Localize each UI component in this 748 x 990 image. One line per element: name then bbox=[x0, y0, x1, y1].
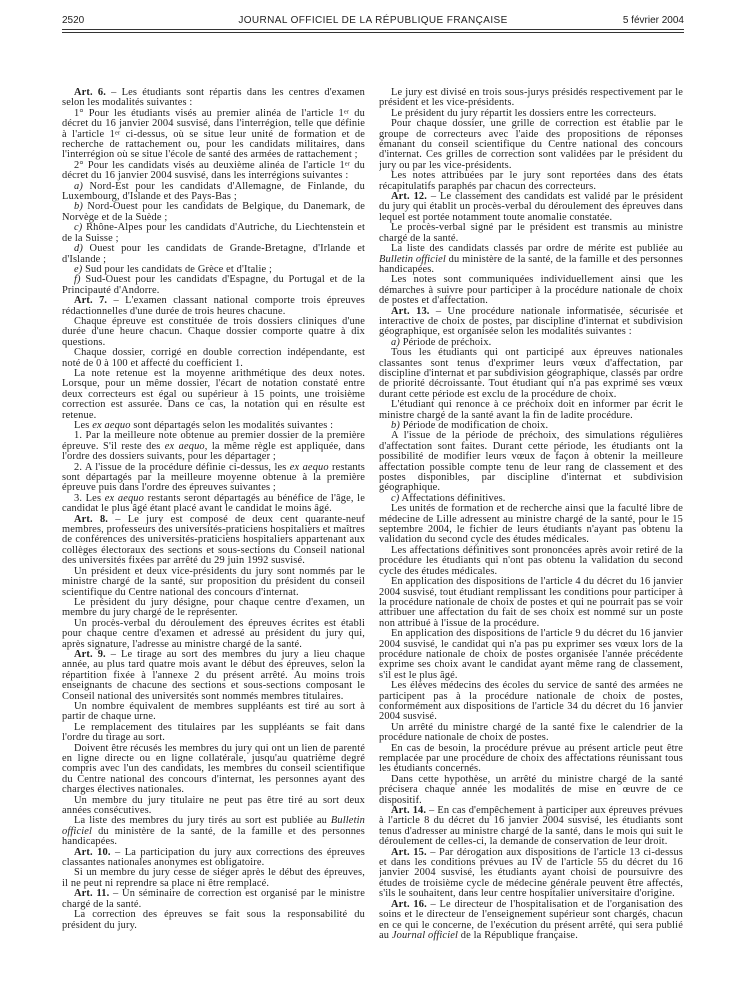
paragraph-text: Pour chaque dossier, une grille de correction est établie par le groupe de correcteurs avec l'aide des propositions de réponses émanant du conseil scientifique du Centre national des concours d'internat. Ces grilles de correction sont validées par le président du jury ou par les vice-présidents. bbox=[379, 118, 683, 171]
italic-text: d) bbox=[74, 243, 83, 255]
article-number: Art. 7. bbox=[74, 295, 108, 307]
paragraph bbox=[379, 629, 683, 681]
paragraph-text: Dans cette hypothèse, un arrêté du ministre chargé de la santé précisera chaque année les modalités de mise en œuvre de ce dispositif. bbox=[379, 773, 683, 806]
paragraph-text: – En cas d'empêchement à participer aux épreuves prévues à l'article 8 du décret du 16 janvier 2004 susvisé, les étudiants sont tenus d'adresser au ministre chargé de la santé, dans le mois qui suit le déroulement de celles-ci, la demande de conservation de leur droit. bbox=[379, 805, 683, 848]
paragraph bbox=[62, 796, 365, 817]
paragraph bbox=[62, 275, 365, 296]
paragraph bbox=[62, 723, 365, 744]
paragraph-text: – Par dérogation aux dispositions de l'article 13 ci-dessus et dans les conditions prévues au IV de l'article 55 du décret du 16 janvier 2004 susvisé, les étudiants ayant choisi de poursuivre des études de troisième cycle de médecine générale peuvent être affectés, s'ils le souhaitent, dans leur centre hospitalier universitaire d'origine. bbox=[379, 846, 683, 900]
paragraph-text: Un nombre équivalent de membres suppléants est tiré au sort à partir de chaque urne. bbox=[62, 700, 365, 723]
paragraph-text: Affectations définitives. bbox=[399, 492, 506, 504]
paragraph-text: Sud-Ouest pour les candidats d'Espagne, du Portugal et de la Principauté d'Andorre. bbox=[62, 274, 365, 296]
italic-text: ex aequo bbox=[164, 440, 205, 452]
paragraph bbox=[62, 515, 365, 567]
paragraph-text: Si un membre du jury cesse de siéger après le début des épreuves, il ne peut ni reprendre sa place ni être remplacé. bbox=[62, 867, 365, 889]
paragraph-text: ci-dessus, où se situe leur unité de formation et de recherche de rattachement ou, pour les candidats militaires, dans l'interrégion où se situe l'école de santé des armées de rattachement ; bbox=[62, 128, 365, 161]
paragraph bbox=[62, 202, 365, 223]
paragraph-text: Tous les étudiants qui ont participé aux épreuves nationales classantes sont tenus d'exprimer leurs vœux d'affectation, par discipline d'internat et par subdivision géographique, classés par ordre de priorité décroissante. Tout étudiant qui n'a pas exprimé ses vœux durant cette période est exclu de la procédure de choix. bbox=[379, 347, 683, 400]
paragraph bbox=[62, 702, 365, 723]
paragraph-text: Un président et deux vice-présidents du jury sont nommés par le ministre chargé de la santé, sur proposition du président du conseil scientifique du Centre national des concours d'internat. bbox=[62, 565, 365, 598]
article-number: Art. 8. bbox=[74, 513, 109, 525]
paragraph bbox=[379, 744, 683, 775]
paragraph bbox=[62, 567, 365, 598]
paragraph-text: La liste des candidats classés par ordre de mérite est publiée au bbox=[391, 243, 683, 255]
paragraph bbox=[379, 244, 683, 275]
left-column bbox=[62, 88, 365, 983]
paragraph bbox=[379, 307, 683, 338]
italic-text: f) bbox=[74, 274, 81, 286]
paragraph bbox=[62, 223, 365, 244]
paragraph-text: – Le tirage au sort des membres du jury a lieu chaque année, au plus tard quatre mois avant le début des épreuves, selon la répartition fixée à l'annexe 2 du présent arrêté. Au moins trois enseignants de chacune des sections et sous-sections composant le Conseil national des universités sont nommés membres titulaires. bbox=[62, 648, 365, 702]
paragraph bbox=[379, 275, 683, 306]
article-number: Art. 9. bbox=[74, 648, 106, 660]
paragraph-text: Période de modification de choix. bbox=[399, 420, 549, 431]
article-number: Art. 15. bbox=[391, 846, 427, 858]
paragraph bbox=[379, 806, 683, 848]
paragraph bbox=[62, 431, 365, 462]
paragraph bbox=[62, 650, 365, 702]
paragraph-text: En application des dispositions de l'article 9 du décret du 16 janvier 2004 susvisé, le candidat qui n'a pas pu exprimer ses vœux lors de la procédure nationale de choix de postes organisée l'année précédente exprime ses choix avant le candidat ayant même rang de classement, s'il est le plus âgé. bbox=[379, 628, 683, 681]
paragraph-text: L'étudiant qui renonce à ce préchoix doit en informer par écrit le ministre chargé de la santé avant la fin de ladite procédure. bbox=[379, 399, 683, 421]
italic-text: b) bbox=[391, 420, 400, 431]
italic-text: Bulletin officiel bbox=[62, 815, 365, 837]
ordinal-suffix: er bbox=[114, 129, 121, 137]
italic-text: a) bbox=[391, 336, 400, 348]
paragraph-text: , la même règle est appliquée, dans l'ordre des dossiers suivants, pour les départager ; bbox=[62, 440, 365, 463]
paragraph bbox=[62, 889, 365, 910]
paragraph-text: Période de préchoix. bbox=[399, 336, 492, 348]
paragraph-text: Les notes attribuées par le jury sont reportées dans des états récapitulatifs paraphés par chacun des correcteurs. bbox=[379, 170, 683, 192]
right-column bbox=[379, 88, 683, 983]
article-number: Art. 11. bbox=[74, 888, 110, 900]
paragraph-text: de la République française. bbox=[458, 929, 578, 941]
page-number: 2520 bbox=[62, 15, 85, 26]
paragraph-text: Les notes sont communiquées individuellement ainsi que les démarches à suivre pour participer à la procédure nationale de choix de postes et d'affectation. bbox=[379, 274, 683, 307]
paragraph bbox=[62, 317, 365, 348]
paragraph bbox=[62, 88, 365, 109]
paragraph bbox=[379, 119, 683, 171]
paragraph-text: restants sont départagés par la meilleure moyenne obtenue à la première épreuve puis dans l'ordre des épreuves suivantes ; bbox=[62, 461, 365, 494]
paragraph-text: Un procès-verbal du déroulement des épreuves écrites est établi pour chaque centre d'examen et adressé au président du jury qui, après signature, l'adresse au ministre chargé de la santé. bbox=[62, 617, 365, 650]
paragraph-text: Ouest pour les candidats de Grande-Bretagne, d'Irlande et d'Islande ; bbox=[62, 243, 365, 265]
paragraph bbox=[62, 109, 365, 161]
paragraph-text: Sud pour les candidats de Grèce et d'Italie ; bbox=[82, 263, 273, 275]
paragraph-text: restants seront départagés au bénéfice de l'âge, le candidat le plus âgé étant placé avant le candidat le moins âgé. bbox=[62, 492, 365, 515]
paragraph bbox=[379, 848, 683, 900]
paragraph bbox=[62, 182, 365, 203]
paragraph-text: – L'examen classant national comporte trois épreuves rédactionnelles d'une durée de trois heures chacune. bbox=[62, 295, 365, 317]
italic-text: e) bbox=[74, 263, 83, 275]
article-number: Art. 12. bbox=[391, 191, 428, 203]
paragraph bbox=[62, 244, 365, 265]
paragraph bbox=[379, 900, 683, 942]
paragraph bbox=[62, 816, 365, 847]
paragraph-text: Nord-Ouest pour les candidats de Belgique, du Danemark, de Norvège et de la Suède ; bbox=[62, 201, 365, 223]
paragraph-text: 1. Par la meilleure note obtenue au premier dossier de la première épreuve. S'il reste des bbox=[62, 430, 365, 452]
paragraph-text: – Le classement des candidats est validé par le président du jury qui établit un procès-verbal du déroulement des épreuves dans lequel est portée notamment toute anomalie constatée. bbox=[379, 191, 683, 223]
paragraph-text: 3. Les bbox=[74, 492, 105, 504]
paragraph-text: Un membre du jury titulaire ne peut pas être tiré au sort deux années consécutives. bbox=[62, 794, 365, 817]
paragraph-text: La correction des épreuves se fait sous la responsabilité du président du jury. bbox=[62, 909, 365, 931]
paragraph bbox=[379, 223, 683, 244]
paragraph bbox=[379, 348, 683, 400]
italic-text: b) bbox=[74, 201, 83, 213]
paragraph bbox=[379, 88, 683, 109]
paragraph bbox=[62, 348, 365, 369]
paragraph bbox=[62, 296, 365, 317]
article-number: Art. 6. bbox=[74, 88, 107, 98]
paragraph-text: – Une procédure nationale informatisée, sécurisée et interactive de choix de postes, par discipline d'internat et subdivision géographique, est organisée selon les modalités suivantes : bbox=[379, 305, 683, 338]
italic-text: c) bbox=[391, 492, 400, 504]
paragraph bbox=[379, 192, 683, 223]
journal-title: JOURNAL OFFICIEL DE LA RÉPUBLIQUE FRANÇAISE bbox=[238, 15, 508, 26]
paragraph-text: Chaque épreuve est constituée de trois dossiers cliniques d'une durée d'une heure chacun. Chaque dossier comporte quatre à dix questions. bbox=[62, 315, 365, 348]
paragraph-text: Nord-Est pour les candidats d'Allemagne, de Finlande, du Luxembourg, d'Islande et des Pays-Bas ; bbox=[62, 180, 365, 203]
paragraph bbox=[379, 723, 683, 744]
paragraph-text: Chaque dossier, corrigé en double correction indépendante, est noté de 0 à 100 et affecté du coefficient 1. bbox=[62, 347, 365, 369]
paragraph-text: La note retenue est la moyenne arithmétique des deux notes. Lorsque, pour un même dossier, l'écart de notation constaté entre deux correcteurs est égal ou supérieur à 15 points, une troisième correction est assurée. Dans ce cas, la notation qui en résulte est retenue. bbox=[62, 367, 365, 421]
paragraph-text: Rhône-Alpes pour les candidats d'Autriche, du Liechtenstein et de la Suisse ; bbox=[62, 222, 365, 244]
paragraph bbox=[379, 171, 683, 192]
paragraph bbox=[62, 744, 365, 796]
paragraph bbox=[62, 494, 365, 515]
article-number: Art. 14. bbox=[391, 805, 427, 817]
paragraph bbox=[62, 161, 365, 182]
italic-text: ex aequo bbox=[92, 420, 131, 431]
italic-text: ex aequo bbox=[104, 492, 144, 504]
paragraph-text: Les affectations définitives sont prononcées après avoir retiré de la procédure les étudiants qui n'ont pas obtenu la validation du second cycle des études médicales. bbox=[379, 544, 683, 577]
italic-text: c) bbox=[74, 222, 83, 234]
paragraph-text: – Un séminaire de correction est organisé par le ministre chargé de la santé. bbox=[62, 888, 365, 910]
paragraph-text: – Le directeur de l'hospitalisation et de l'organisation des soins et le directeur de l'enseignement supérieur sont chargés, chacun en ce qui le concerne, de l'exécution du présent arrêté, qui sera publié au bbox=[379, 898, 683, 941]
italic-text: Bulletin officiel bbox=[379, 253, 446, 265]
header-rule bbox=[62, 29, 684, 33]
paragraph-text: du ministère de la santé, de la famille et des personnes handicapées. bbox=[62, 825, 365, 848]
article-number: Art. 10. bbox=[74, 846, 111, 858]
paragraph bbox=[379, 775, 683, 806]
italic-text: a) bbox=[74, 180, 83, 192]
paragraph bbox=[62, 369, 365, 421]
paragraph-text: du ministère de la santé, de la famille et des personnes handicapées. bbox=[379, 253, 683, 275]
paragraph-text: – La participation du jury aux corrections des épreuves classantes nationales anonymes est obligatoire. bbox=[62, 846, 365, 869]
paragraph bbox=[62, 910, 365, 931]
paragraph-text: Doivent être récusés les membres du jury qui ont un lien de parenté en ligne directe ou en ligne collatérale, jusqu'au quatrième degré compris avec l'un des candidats, les membres du conseil scientifique du Centre national des concours d'internat, les personnes ayant des charges électives nationales. bbox=[62, 742, 365, 796]
paragraph-text: sont départagés selon les modalités suivantes : bbox=[130, 420, 334, 431]
paragraph-text: Les bbox=[74, 420, 93, 431]
paragraph-text: Le président du jury désigne, pour chaque centre d'examen, un membre du jury chargé de le représenter. bbox=[62, 596, 365, 619]
paragraph-text: En cas de besoin, la procédure prévue au présent article peut être remplacée par une procédure de choix des affectations réunissant tous les étudiants concernés. bbox=[379, 742, 683, 775]
paragraph-text: La liste des membres du jury tirés au sort est publiée au bbox=[74, 815, 331, 827]
italic-text: ex aequo bbox=[289, 461, 329, 473]
paragraph bbox=[62, 619, 365, 650]
paragraph-text: Les unités de formation et de recherche ainsi que la faculté libre de médecine de Lille adressent au ministre chargé de la santé, pour le 15 septembre 2004, le fichier de leurs étudiants n'ayant pas obtenu la validation du second cycle des études médicales. bbox=[379, 503, 683, 546]
page-header bbox=[62, 14, 684, 27]
paragraph-text: Le procès-verbal signé par le président est transmis au ministre chargé de la santé. bbox=[379, 222, 683, 244]
paragraph bbox=[379, 546, 683, 577]
paragraph-text: – Les étudiants sont répartis dans les centres d'examen selon les modalités suivantes : bbox=[62, 88, 365, 109]
paragraph-text: 2. A l'issue de la procédure définie ci-dessus, les bbox=[74, 461, 290, 473]
paragraph-text: du décret du 16 janvier 2004 susvisé, dans l'interrégion, telle que définie à l'article 1 bbox=[62, 107, 365, 140]
paragraph-text: Un arrêté du ministre chargé de la santé fixe le calendrier de la procédure nationale de choix de postes. bbox=[379, 721, 683, 744]
paragraph bbox=[62, 868, 365, 889]
article-number: Art. 13. bbox=[391, 305, 430, 317]
paragraph bbox=[379, 504, 683, 546]
paragraph bbox=[62, 463, 365, 494]
paragraph-text: Les élèves médecins des écoles du service de santé des armées ne participent pas à la procédure nationale de choix de postes, conformément aux dispositions de l'article 34 du décret du 16 janvier 2004 susvisé. bbox=[379, 680, 683, 723]
paragraph bbox=[62, 598, 365, 619]
paragraph-text: – Le jury est composé de deux cent quarante-neuf membres, professeurs des universités-praticiens hospitaliers et maîtres de conférences des universités-praticiens hospitaliers appartenant aux collèges électoraux des sections et sous-sections du Conseil national des universités fixées par arrêté du 29 juin 1992 susvisé. bbox=[62, 513, 365, 567]
paragraph bbox=[62, 848, 365, 869]
paragraph-text: Le président du jury répartit les dossiers entre les correcteurs. bbox=[391, 107, 657, 119]
paragraph-text: A l'issue de la période de préchoix, des simulations régulières d'affectation sont faites. Durant cette période, les étudiants ont la possibilité de modifier leurs vœux de façon à obtenir la meilleure affectation possible compte tenu de leur rang de classement et des postes disponibles, par discipline d'internat et subdivision géographique. bbox=[379, 430, 683, 494]
paragraph bbox=[379, 400, 683, 421]
paragraph-text: Le remplacement des titulaires par les suppléants se fait dans l'ordre du tirage au sort. bbox=[62, 721, 365, 744]
paragraph-text: 1° Pour les étudiants visés au premier alinéa de l'article 1 bbox=[74, 107, 344, 119]
paragraph bbox=[379, 681, 683, 723]
paragraph-text: 2° Pour les candidats visés au deuxième alinéa de l'article 1 bbox=[74, 159, 345, 171]
ordinal-suffix: er bbox=[343, 108, 350, 116]
paragraph-text: du décret du 16 janvier 2004 susvisé, dans les interrégions suivantes : bbox=[62, 159, 365, 182]
paragraph-text: Le jury est divisé en trois sous-jurys présidés respectivement par le président et les vice-présidents. bbox=[379, 88, 683, 109]
ordinal-suffix: er bbox=[344, 160, 351, 168]
paragraph bbox=[379, 431, 683, 493]
article-number: Art. 16. bbox=[391, 898, 427, 910]
italic-text: Journal officiel bbox=[391, 929, 459, 941]
paragraph-text: En application des dispositions de l'article 4 du décret du 16 janvier 2004 susvisé, tout étudiant remplissant les conditions pour participer à la procédure nationale de choix de postes et qui ne pourrait pas se voir attribuer une affectation du fait de ses choix est nommé sur un poste non attribué à l'issue de la procédure. bbox=[379, 576, 683, 629]
paragraph bbox=[379, 577, 683, 629]
issue-date: 5 février 2004 bbox=[622, 15, 684, 26]
